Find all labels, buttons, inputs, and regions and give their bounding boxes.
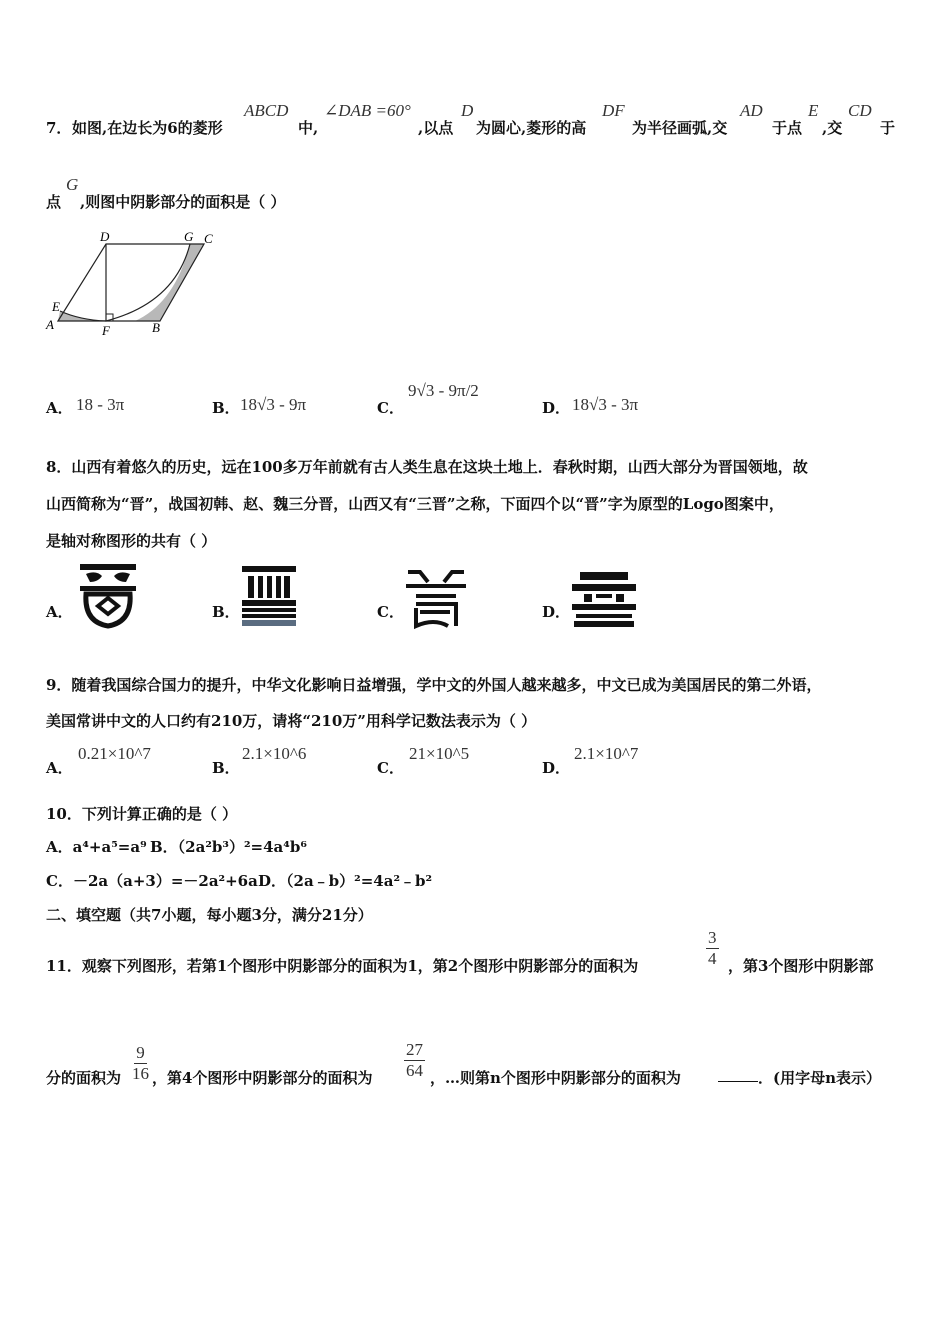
label-b: B [152,320,160,335]
q7-option-c-value: 9√3 - 9π/2 [408,381,479,400]
q7-option-a-value: 18 - 3π [76,395,125,414]
q8-line-2: 山西简称为“晋”，战国初韩、赵、魏三分晋，山西又有“三晋”之称，下面四个以“晋”字为原型的Logo图案中， [46,495,784,513]
q7-text-8: 于 [880,119,896,137]
q10-option-a: A．a⁴+a⁵=a⁹ [46,838,147,856]
q11-text-1: 11．观察下列图形，若第1个图形中阴影部分的面积为1，第2个图形中阴影部分的面积为 [46,957,639,975]
q7-text-5: 为半径画弧,交 [632,119,728,137]
q9-option-b-value: 2.1×10^6 [242,744,307,763]
q9-option-c-value: 21×10^5 [409,744,470,763]
q7-text-7: ,交 [822,119,843,137]
q11-fraction-9-16-denominator: 16 [132,1063,149,1083]
q7-text-9: 点 [46,193,62,211]
q7-option-b-letter: B． [212,399,240,417]
label-d: D [100,229,110,244]
q10-option-b: B．（2a²b³）²=4a⁴b⁶ [150,838,307,856]
q10-title: 10．下列计算正确的是（ ） [46,805,238,823]
q11-text-4: ，第4个图形中阴影部分的面积为 [152,1069,373,1087]
q9-line-2: 美国常讲中文的人口约有210万，请将“210万”用科学记数法表示为（ ） [46,712,537,730]
q7-text-4: 为圆心,菱形的高 [476,119,587,137]
q7-point-d: D [461,101,474,120]
q9-option-b-letter: B． [212,759,240,777]
label-a: A [46,317,54,332]
q7-option-d-letter: D． [542,399,571,417]
q7-text-3: ,以点 [418,119,454,137]
q7-point-e: E [808,101,819,120]
q11-answer-blank[interactable] [718,1081,758,1082]
q8-option-b-letter: B． [212,603,240,621]
q11-text-5: ，…则第n个图形中阴影部分的面积为 [430,1069,681,1087]
q7-angle: ∠DAB =60° [324,101,411,120]
label-e: E [52,299,60,314]
q11-text-6: ．(用字母n表示） [758,1069,882,1087]
label-f: F [102,323,110,338]
arc-eg [60,244,190,321]
q7-number: 7． [46,119,72,137]
q10-option-c: C．－2a（a+3）=－2a²+6a [46,872,258,890]
q8-option-d-letter: D． [542,603,571,621]
logo-c-image [404,568,468,630]
q9-option-d-value: 2.1×10^7 [574,744,639,763]
q11-fraction-3-4-denominator: 4 [708,948,717,968]
label-c: C [204,231,213,246]
q11-text-2: ，第3个图形中阴影部 [728,957,874,975]
logo-d-image [570,570,638,630]
q11-fraction-3-4 [706,928,719,968]
q9-option-a-letter: A． [46,759,73,777]
q7-df: DF [602,101,625,120]
shade-right [135,244,204,321]
q10-option-d: D．（2a﹣b）²=4a²﹣b² [258,872,433,890]
q7-text-2: 中, [298,119,319,137]
q7-option-c-letter: C． [377,399,404,417]
q8-option-c-letter: C． [377,603,404,621]
q11-fraction-27-64 [404,1040,425,1080]
q7-ad: AD [740,101,763,120]
q11-fraction-27-64-numerator: 27 [406,1040,423,1059]
q7-rhombus-figure [40,228,230,340]
q9-option-c-letter: C． [377,759,404,777]
q11-fraction-9-16 [130,1043,151,1083]
q11-fraction-9-16-numerator: 9 [136,1043,145,1062]
logo-b-image [240,564,298,628]
label-g: G [184,229,194,244]
q7-option-a-letter: A． [46,399,73,417]
q8-line-1: 8．山西有着悠久的历史，远在100多万年前就有古人类生息在这块土地上．春秋时期，山西大部分为晋国领地，故 [46,458,808,476]
q7-option-b-value: 18√3 - 9π [240,395,307,414]
q9-line-1: 9．随着我国综合国力的提升，中华文化影响日益增强，学中文的外国人越来越多，中文已成为美国居民的第二外语， [46,676,822,694]
q8-line-3: 是轴对称图形的共有（ ） [46,532,217,550]
q7-text-10: ,则图中阴影部分的面积是（ ） [80,193,286,211]
q7-option-d-value: 18√3 - 3π [572,395,639,414]
rhombus-outline [58,244,204,321]
q11-text-3: 分的面积为 [46,1069,122,1087]
logo-a-image [76,560,140,632]
q7-abcd: ABCD [244,101,289,120]
q7-cd: CD [848,101,872,120]
q9-option-a-value: 0.21×10^7 [78,744,151,763]
section-2-heading: 二、填空题（共7小题，每小题3分，满分21分） [46,906,373,924]
q7-text-1: 如图,在边长为6的菱形 [72,119,223,137]
q11-fraction-27-64-denominator: 64 [406,1060,423,1080]
shade-left [58,311,106,321]
q8-option-a-letter: A． [46,603,73,621]
q9-option-d-letter: D． [542,759,571,777]
q11-fraction-3-4-numerator: 3 [708,928,717,947]
q7-point-g: G [66,175,79,194]
q7-text-6: 于点 [772,119,803,137]
